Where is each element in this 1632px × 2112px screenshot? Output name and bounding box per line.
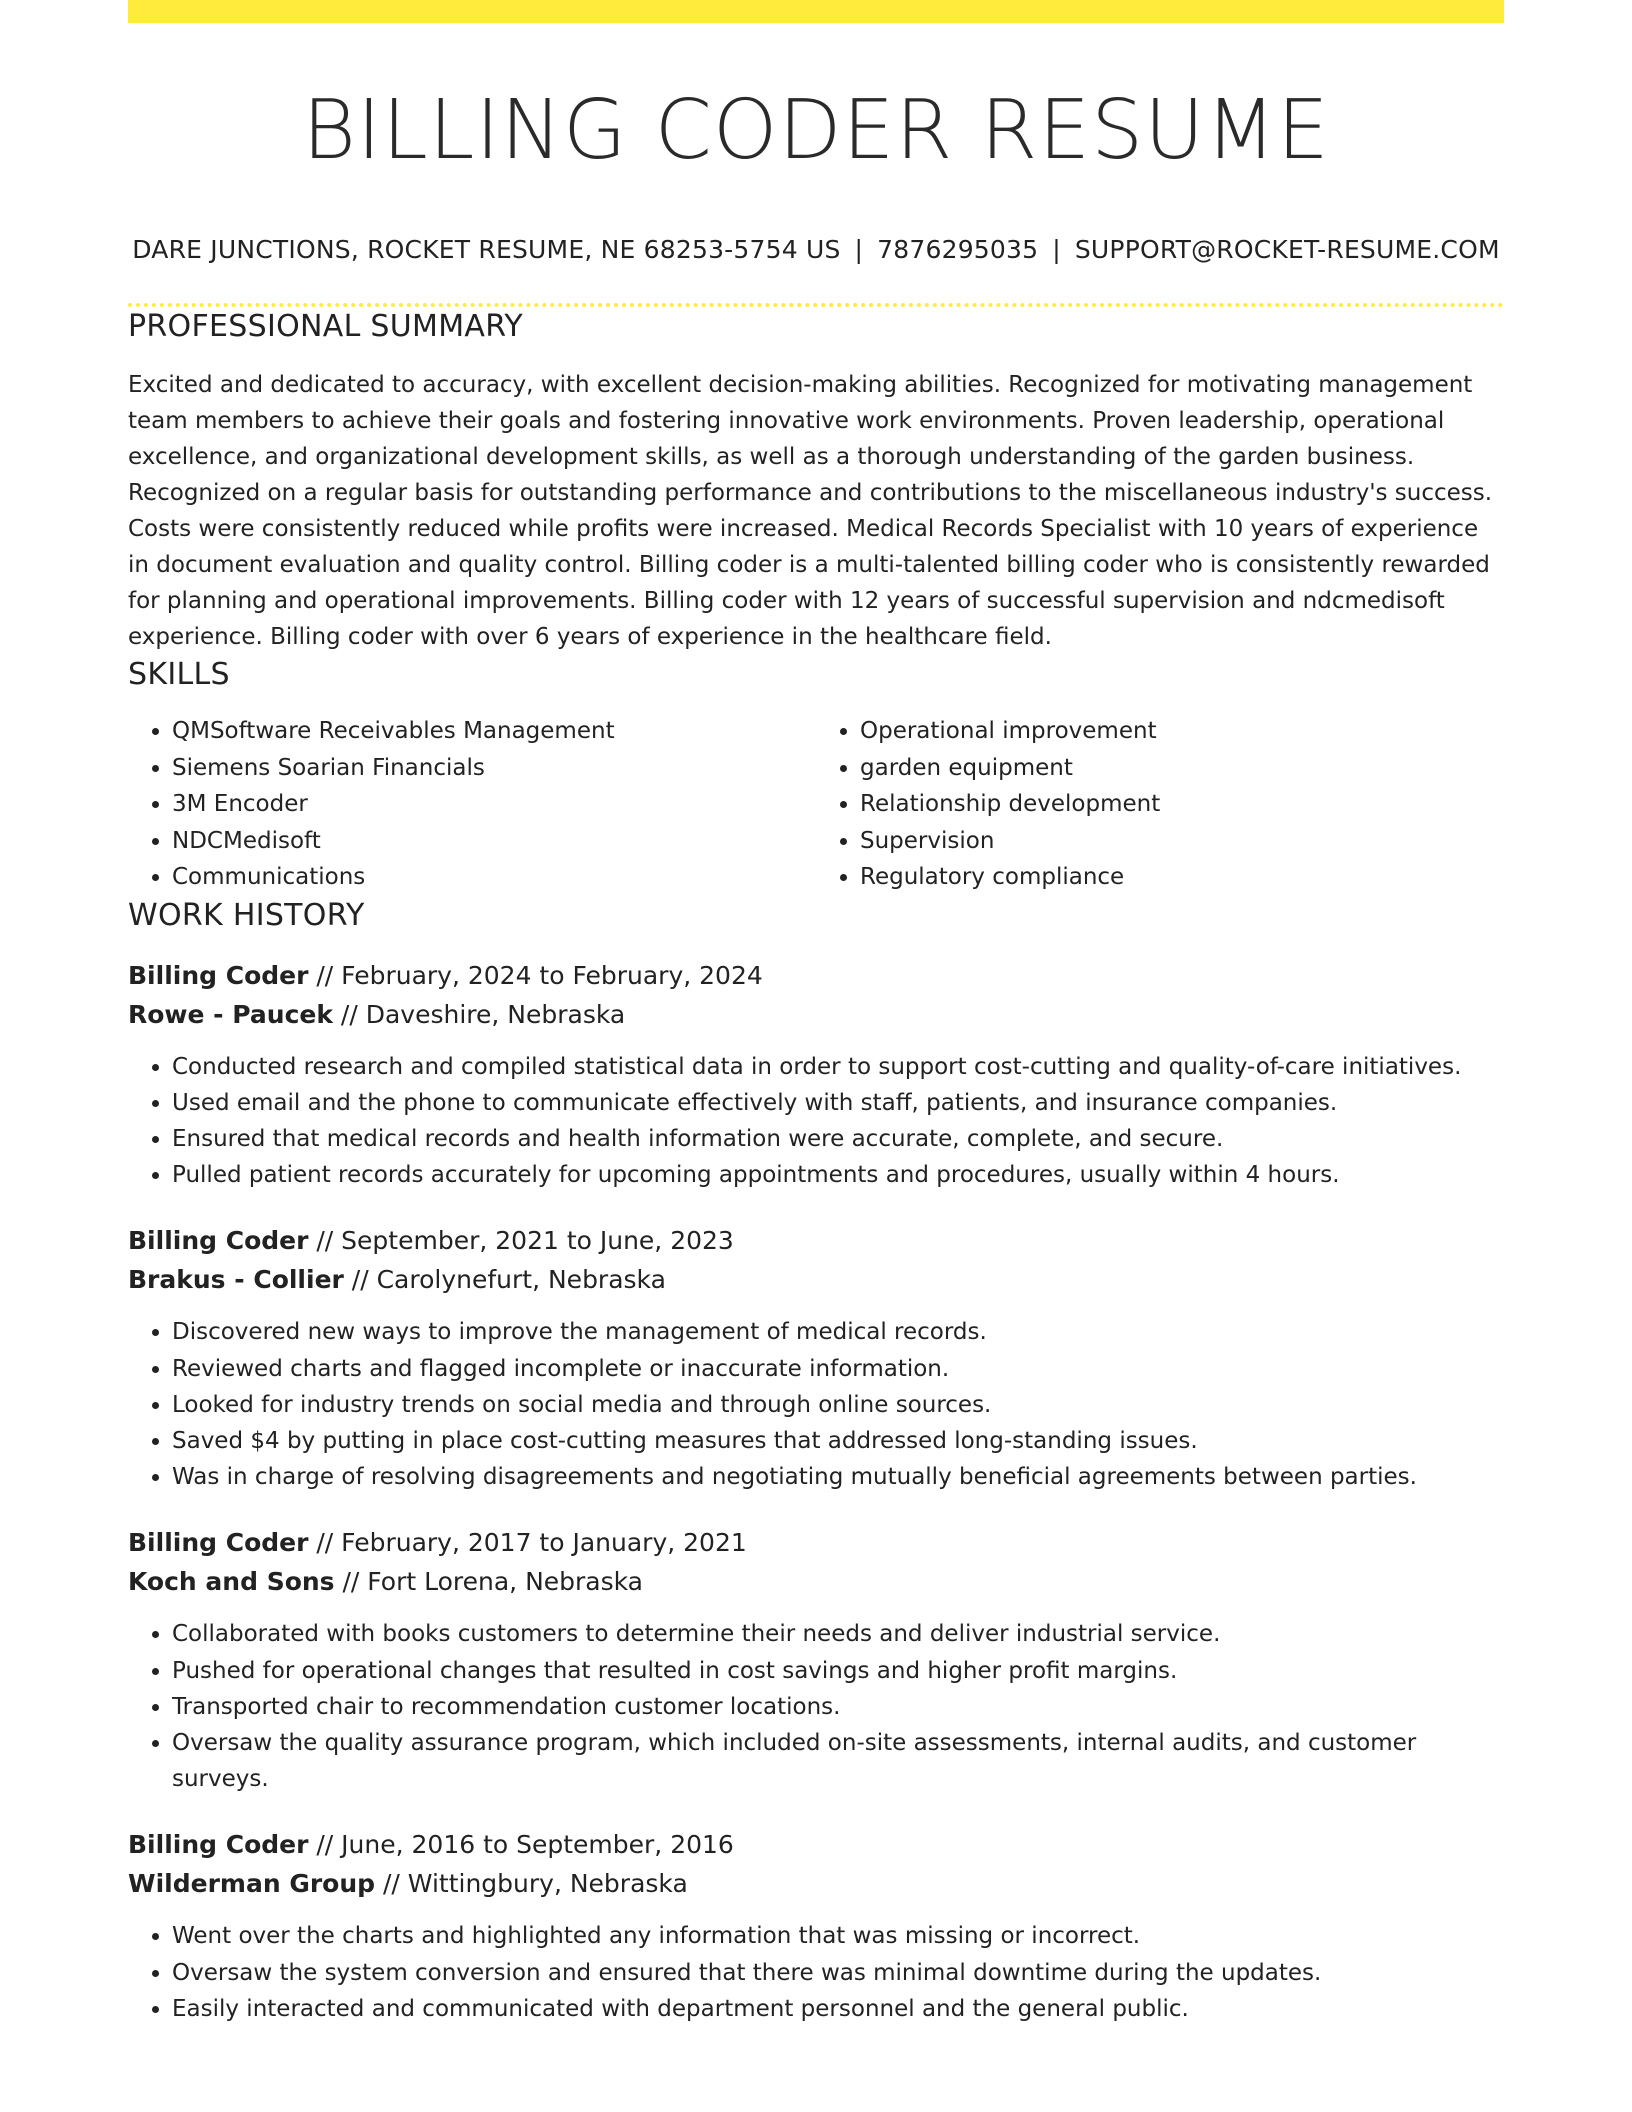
- skill-item: • Regulatory compliance: [860, 859, 1504, 896]
- work-history-list: [128, 958, 1504, 2027]
- job-dates: // February, 2024 to February, 2024: [308, 960, 763, 990]
- job-bullet: • Conducted research and compiled statistical data in order to support cost-cutting and quality-of-care initiatives.: [172, 1049, 1504, 1085]
- job-company-line: [128, 1564, 1504, 1600]
- job-bullet: • Used email and the phone to communicate effectively with staff, patients, and insurance companies.: [172, 1085, 1504, 1121]
- job-bullet: • Oversaw the system conversion and ensured that there was minimal downtime during the updates.: [172, 1955, 1504, 1991]
- job-bullet: • Pulled patient records accurately for upcoming appointments and procedures, usually within 4 hours.: [172, 1157, 1504, 1193]
- resume-page: [128, 0, 1504, 2027]
- job-company: Koch and Sons: [128, 1567, 335, 1597]
- job-bullets: [128, 1049, 1504, 1194]
- job-bullet: • Reviewed charts and flagged incomplete or inaccurate information.: [172, 1351, 1504, 1387]
- job-location: // Carolynefurt, Nebraska: [343, 1265, 666, 1295]
- skill-item: • NDCMedisoft: [172, 823, 816, 860]
- skills-column-left: [128, 713, 816, 896]
- job-company: Rowe - Paucek: [128, 999, 333, 1029]
- skill-item: • Relationship development: [860, 786, 1504, 823]
- job-bullet: • Was in charge of resolving disagreements and negotiating mutually beneficial agreements between parties.: [172, 1459, 1504, 1495]
- job-company-line: [128, 1866, 1504, 1902]
- job-entry: [128, 1827, 1504, 2027]
- job-title: Billing Coder: [128, 960, 309, 990]
- job-bullet: • Went over the charts and highlighted any information that was missing or incorrect.: [172, 1918, 1504, 1954]
- skill-item: • Operational improvement: [860, 713, 1504, 750]
- contact-separator: |: [854, 235, 864, 264]
- contact-address: DARE JUNCTIONS, ROCKET RESUME, NE 68253-5754 US: [132, 235, 841, 264]
- job-location: // Wittingbury, Nebraska: [375, 1869, 688, 1899]
- job-company-line: [128, 1262, 1504, 1298]
- job-title: Billing Coder: [128, 1528, 309, 1558]
- job-entry: [128, 958, 1504, 1194]
- skill-item: • QMSoftware Receivables Management: [172, 713, 816, 750]
- job-title: Billing Coder: [128, 1226, 309, 1256]
- job-bullet: • Saved $4 by putting in place cost-cutting measures that addressed long-standing issues.: [172, 1423, 1504, 1459]
- skill-item: • Supervision: [860, 823, 1504, 860]
- job-location: // Fort Lorena, Nebraska: [334, 1567, 643, 1597]
- job-bullets: [128, 1616, 1504, 1797]
- skill-item: • 3M Encoder: [172, 786, 816, 823]
- skills-heading: SKILLS: [128, 657, 230, 692]
- job-title-line: [128, 958, 1504, 994]
- summary-text: Excited and dedicated to accuracy, with excellent decision-making abilities. Recognized for motivating management team members to achieve their goals and fostering innovative work environments. Proven leadership, operational excellence, and organizational development skills, as well as a thorough understanding of the garden business. Recognized on a regular basis for outstanding performance and contributions to the miscellaneous industry's success. Costs were consistently reduced while profits were increased. Medical Records Specialist with 10 years of experience in document evaluation and quality control. Billing coder is a multi-talented billing coder who is consistently rewarded for planning and operational improvements. Billing coder with 12 years of successful supervision and ndcmedisoft experience. Billing coder with over 6 years of experience in the healthcare field.: [128, 372, 1493, 650]
- contact-separator: |: [1052, 235, 1061, 264]
- summary-heading: PROFESSIONAL SUMMARY: [128, 309, 524, 344]
- accent-top-bar: [128, 0, 1504, 23]
- work-history-heading: WORK HISTORY: [128, 897, 365, 933]
- job-company-line: [128, 997, 1504, 1033]
- job-bullet: • Transported chair to recommendation customer locations.: [172, 1689, 1504, 1725]
- job-bullet: • Oversaw the quality assurance program, which included on-site assessments, internal audits, and customer surveys.: [172, 1725, 1504, 1797]
- job-dates: // September, 2021 to June, 2023: [308, 1226, 734, 1256]
- skill-item: • Siemens Soarian Financials: [172, 750, 816, 787]
- job-bullet: • Easily interacted and communicated with department personnel and the general public.: [172, 1991, 1504, 2027]
- job-bullet: • Looked for industry trends on social media and through online sources.: [172, 1387, 1504, 1423]
- job-bullet: • Ensured that medical records and health information were accurate, complete, and secure.: [172, 1121, 1504, 1157]
- job-title: Billing Coder: [128, 1830, 309, 1860]
- job-bullets: [128, 1918, 1504, 2027]
- contact-phone: 7876295035: [877, 235, 1039, 264]
- skills-list: [128, 713, 1504, 896]
- job-entry: [128, 1525, 1504, 1797]
- job-company: Wilderman Group: [128, 1869, 376, 1899]
- job-dates: // June, 2016 to September, 2016: [308, 1830, 734, 1860]
- job-title-line: [128, 1525, 1504, 1561]
- job-bullet: • Collaborated with books customers to determine their needs and deliver industrial service.: [172, 1616, 1504, 1652]
- page-title: BILLING CODER RESUME: [302, 83, 1330, 178]
- job-bullets: [128, 1314, 1504, 1495]
- skills-column-right: [816, 713, 1504, 896]
- job-dates: // February, 2017 to January, 2021: [308, 1528, 747, 1558]
- skill-item: • garden equipment: [860, 750, 1504, 787]
- job-location: // Daveshire, Nebraska: [332, 999, 626, 1029]
- job-entry: [128, 1223, 1504, 1495]
- skill-item: • Communications: [172, 859, 816, 896]
- job-title-line: [128, 1223, 1504, 1259]
- job-company: Brakus - Collier: [128, 1265, 344, 1295]
- job-bullet: • Discovered new ways to improve the management of medical records.: [172, 1314, 1504, 1350]
- job-bullet: • Pushed for operational changes that resulted in cost savings and higher profit margins.: [172, 1653, 1504, 1689]
- contact-email: SUPPORT@ROCKET-RESUME.COM: [1074, 235, 1500, 264]
- job-title-line: [128, 1827, 1504, 1863]
- contact-line: [128, 233, 1504, 267]
